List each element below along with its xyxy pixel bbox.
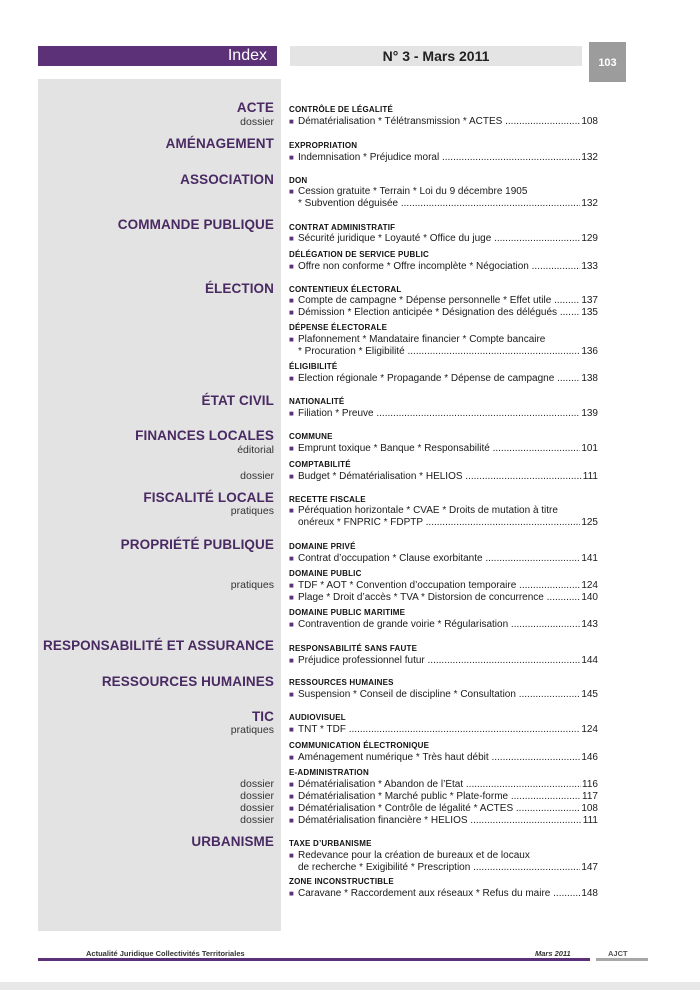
index-entry: ■ Contrat d’occupation * Clause exorbitante ..... 141 [289, 553, 598, 565]
category-heading: CONTENTIEUX ÉLECTORAL [289, 285, 402, 294]
keyword-association: ASSOCIATION [180, 172, 274, 187]
bullet-icon: ■ [289, 816, 294, 825]
page-ref: 108 [581, 116, 598, 127]
index-entry: ■ Compte de campagne * Dépense personnelle * Effet utile ..... 137 [289, 295, 598, 307]
bullet-icon: ■ [289, 593, 294, 602]
bullet-icon: ■ [289, 889, 294, 898]
bullet-icon: ■ [289, 656, 294, 665]
keyword-fiscalite-locale: FISCALITÉ LOCALE [143, 490, 274, 505]
label-dossier: dossier [240, 814, 274, 826]
bullet-icon: ■ [289, 690, 294, 699]
keyword-acte: ACTE [236, 100, 274, 115]
label-dossier: dossier [240, 470, 274, 482]
keyword-propriete-publique: PROPRIÉTÉ PUBLIQUE [120, 537, 274, 552]
bullet-icon: ■ [289, 234, 294, 243]
label-editorial: éditorial [237, 444, 274, 456]
category-heading: DÉPENSE ÉLECTORALE [289, 323, 388, 332]
index-entry: ■ Dématérialisation * Marché public * Plate-forme ..... 117 [289, 791, 598, 803]
category-heading: DON [289, 176, 308, 185]
page-ref: 111 [582, 815, 598, 826]
footer-rule-gray [596, 958, 648, 961]
index-entry: ■ Cession gratuite * Terrain * Loi du 9 décembre 1905 [289, 186, 528, 197]
page-ref: 117 [582, 791, 598, 802]
keyword-amenagement: AMÉNAGEMENT [165, 136, 274, 151]
category-heading: RESPONSABILITÉ SANS FAUTE [289, 644, 418, 653]
keyword-ressources-humaines: RESSOURCES HUMAINES [101, 674, 274, 689]
bullet-icon: ■ [289, 187, 294, 196]
index-entry: ■ Redevance pour la création de bureaux et de locaux [289, 850, 530, 861]
keyword-tic: TIC [251, 709, 274, 724]
page-ref: 132 [581, 152, 598, 163]
page-ref: 124 [581, 580, 598, 591]
index-entry: ■ Dématérialisation financière * HELIOS ..... 111 [289, 815, 598, 827]
index-entry: ■ Péréquation horizontale * CVAE * Droits de mutation à titre [289, 505, 558, 516]
index-entry: ■ Suspension * Conseil de discipline * Consultation ..... 145 [289, 689, 598, 701]
category-heading: CONTRÔLE DE LÉGALITÉ [289, 105, 393, 114]
bullet-icon: ■ [289, 472, 294, 481]
index-title: Index [227, 47, 267, 64]
index-entry: ■ Plafonnement * Mandataire financier * Compte bancaire [289, 334, 546, 345]
index-entry: ■ TNT * TDF ..... 124 [289, 724, 598, 736]
page-ref: 136 [581, 346, 598, 357]
page-number: 103 [589, 42, 626, 82]
index-entry: ■ Démission * Élection anticipée * Désignation des délégués ..... 135 [289, 307, 598, 319]
index-entry: ■ Filiation * Preuve ..... 139 [289, 408, 598, 420]
keyword-finances-locales: FINANCES LOCALES [135, 428, 274, 443]
index-entry: ■ Aménagement numérique * Très haut débit ..... 146 [289, 752, 598, 764]
index-entry: ■ TDF * AOT * Convention d’occupation temporaire ..... 124 [289, 580, 598, 592]
keyword-urbanisme: URBANISME [191, 834, 274, 849]
bullet-icon: ■ [289, 262, 294, 271]
bullet-icon: ■ [289, 506, 294, 515]
page-ref: 143 [581, 619, 598, 630]
bullet-icon: ■ [289, 374, 294, 383]
index-entry: ■ Sécurité juridique * Loyauté * Office du juge ..... 129 [289, 233, 598, 245]
index-entry-continuation: * Procuration * Éligibilité ..... 136 [289, 346, 598, 358]
page-ref: 125 [581, 517, 598, 528]
page-ref: 145 [581, 689, 598, 700]
bullet-icon: ■ [289, 117, 294, 126]
category-heading: DOMAINE PUBLIC [289, 569, 362, 578]
page-ref: 133 [581, 261, 598, 272]
bullet-icon: ■ [289, 153, 294, 162]
page-ref: 140 [581, 592, 598, 603]
issue-title: N° 3 - Mars 2011 [382, 48, 490, 64]
page-ref: 141 [581, 553, 598, 564]
index-entry: ■ Plage * Droit d’accès * TVA * Distorsion de concurrence ..... 140 [289, 592, 598, 604]
keyword-etat-civil: ÉTAT CIVIL [201, 393, 274, 408]
page-ref: 129 [581, 233, 598, 244]
index-entry: ■ Budget * Dématérialisation * HELIOS ..... 111 [289, 471, 598, 483]
footer-publication: Actualité Juridique Collectivités Territoriales [86, 949, 245, 958]
page-ref: 146 [581, 752, 598, 763]
index-entry-continuation: onéreux * FNPRIC * FDPTP ..... 125 [289, 517, 598, 529]
index-header-bar [38, 46, 277, 66]
category-heading: DOMAINE PRIVÉ [289, 542, 356, 551]
bullet-icon: ■ [289, 620, 294, 629]
category-heading: RECETTE FISCALE [289, 495, 366, 504]
index-entry-continuation: * Subvention déguisée ..... 132 [289, 198, 598, 210]
page-ref: 148 [581, 888, 598, 899]
index-entry: ■ Dématérialisation * Télétransmission * ACTES ..... 108 [289, 116, 598, 128]
label-dossier: dossier [240, 790, 274, 802]
page-ref: 124 [581, 724, 598, 735]
bullet-icon: ■ [289, 296, 294, 305]
bullet-icon: ■ [289, 804, 294, 813]
bullet-icon: ■ [289, 409, 294, 418]
label-pratiques: pratiques [230, 724, 274, 736]
page-ref: 135 [581, 307, 598, 318]
index-entry: ■ Indemnisation * Préjudice moral ..... 132 [289, 152, 598, 164]
bullet-icon: ■ [289, 753, 294, 762]
label-pratiques: pratiques [230, 579, 274, 591]
bullet-icon: ■ [289, 780, 294, 789]
index-entry: ■ Offre non conforme * Offre incomplète * Négociation ..... 133 [289, 261, 598, 273]
bullet-icon: ■ [289, 444, 294, 453]
bullet-icon: ■ [289, 851, 294, 860]
index-entry: ■ Dématérialisation * Abandon de l’État ..... 116 [289, 779, 598, 791]
category-heading: COMPTABILITÉ [289, 460, 351, 469]
page-ref: 108 [581, 803, 598, 814]
bullet-icon: ■ [289, 308, 294, 317]
index-entry-continuation: de recherche * Exigibilité * Prescription ..... 147 [289, 862, 598, 874]
index-entry: ■ Emprunt toxique * Banque * Responsabilité ..... 101 [289, 443, 598, 455]
page-ref: 138 [581, 373, 598, 384]
keyword-responsabilite-assurance: RESPONSABILITÉ ET ASSURANCE [43, 638, 274, 653]
bullet-icon: ■ [289, 335, 294, 344]
keyword-election: ÉLECTION [204, 281, 274, 296]
category-heading: TAXE D’URBANISME [289, 839, 372, 848]
page-ref: 144 [581, 655, 598, 666]
index-entry: ■ Caravane * Raccordement aux réseaux * Refus du maire ..... 148 [289, 888, 598, 900]
bullet-icon: ■ [289, 554, 294, 563]
index-entry: ■ Dématérialisation * Contrôle de légalité * ACTES ..... 108 [289, 803, 598, 815]
label-pratiques: pratiques [230, 505, 274, 517]
category-heading: ÉLIGIBILITÉ [289, 362, 338, 371]
page-ref: 147 [581, 862, 598, 873]
category-heading: COMMUNE [289, 432, 333, 441]
category-heading: NATIONALITÉ [289, 397, 345, 406]
label-dossier: dossier [240, 778, 274, 790]
category-heading: COMMUNICATION ÉLECTRONIQUE [289, 741, 430, 750]
index-entry: ■ Contravention de grande voirie * Régularisation ..... 143 [289, 619, 598, 631]
category-heading: DOMAINE PUBLIC MARITIME [289, 608, 406, 617]
category-heading: RESSOURCES HUMAINES [289, 678, 394, 687]
page-ref: 139 [581, 408, 598, 419]
page-ref: 116 [582, 779, 598, 790]
keyword-commande-publique: COMMANDE PUBLIQUE [117, 217, 274, 232]
bullet-icon: ■ [289, 581, 294, 590]
footer-date: Mars 2011 [535, 949, 571, 958]
category-heading: E-ADMINISTRATION [289, 768, 369, 777]
page-edge [0, 982, 700, 990]
footer-brand: AJCT [608, 949, 628, 958]
category-heading: DÉLÉGATION DE SERVICE PUBLIC [289, 250, 429, 259]
bullet-icon: ■ [289, 792, 294, 801]
category-heading: CONTRAT ADMINISTRATIF [289, 223, 396, 232]
bullet-icon: ■ [289, 725, 294, 734]
label-dossier: dossier [240, 116, 274, 128]
index-entry: ■ Préjudice professionnel futur ..... 144 [289, 655, 598, 667]
footer-rule [38, 958, 590, 961]
category-heading: AUDIOVISUEL [289, 713, 346, 722]
page-ref: 101 [581, 443, 598, 454]
category-heading: EXPROPRIATION [289, 141, 358, 150]
label-dossier: dossier [240, 802, 274, 814]
category-heading: ZONE INCONSTRUCTIBLE [289, 877, 394, 886]
page-ref: 111 [582, 471, 598, 482]
page-ref: 137 [581, 295, 598, 306]
index-entry: ■ Élection régionale * Propagande * Dépense de campagne ..... 138 [289, 373, 598, 385]
issue-header-bar [290, 46, 582, 66]
page-ref: 132 [581, 198, 598, 209]
